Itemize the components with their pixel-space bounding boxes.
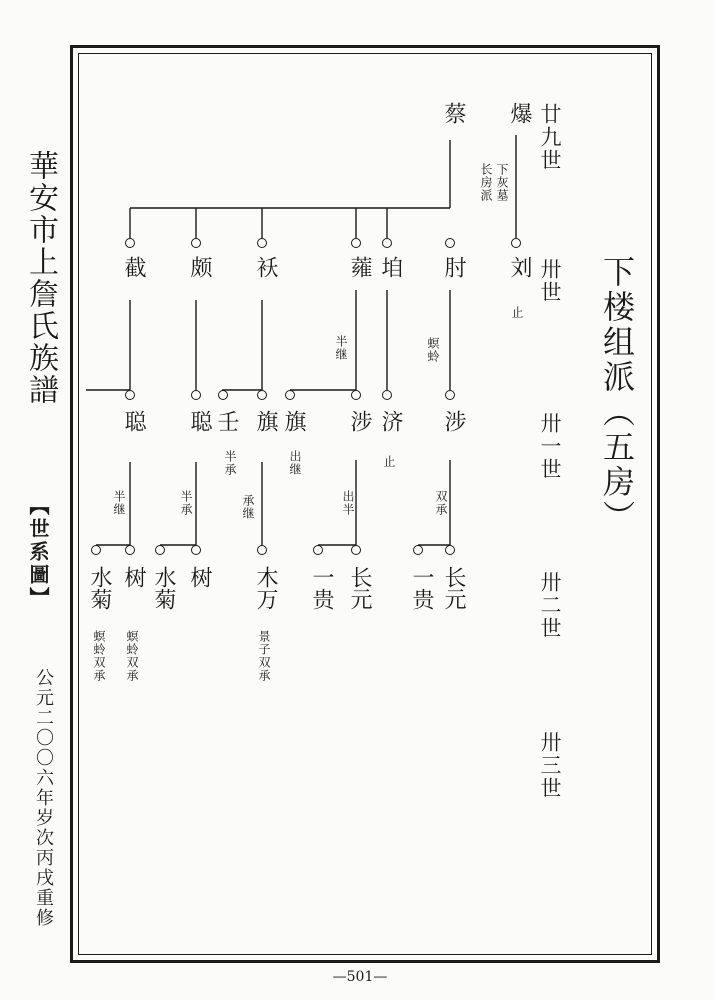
generation-label-32: 卅二世 bbox=[538, 571, 562, 640]
person-name: 长元 bbox=[441, 566, 466, 610]
section-category: 【世系圖】 bbox=[26, 495, 50, 610]
annotation-note: 螟蛉双承 bbox=[125, 630, 139, 682]
person-name: 水菊 bbox=[151, 566, 176, 610]
person-name: 刘 bbox=[507, 256, 532, 278]
branch-note: 长房派 bbox=[479, 163, 493, 202]
person-name: 涉 bbox=[347, 410, 372, 432]
person-name: 树 bbox=[121, 566, 146, 588]
generation-label-31: 卅一世 bbox=[538, 412, 562, 481]
branch-title: 下楼组派（五房） bbox=[598, 255, 636, 535]
node-marker bbox=[313, 545, 323, 555]
node-marker bbox=[351, 390, 361, 400]
person-name: 长元 bbox=[347, 566, 372, 610]
person-name: 水菊 bbox=[87, 566, 112, 610]
person-name: 一贵 bbox=[309, 566, 334, 610]
person-name: 壬 bbox=[214, 410, 239, 432]
node-marker bbox=[445, 545, 455, 555]
node-marker bbox=[351, 545, 361, 555]
person-name: 颇 bbox=[187, 256, 212, 278]
person-name: 济 bbox=[378, 410, 403, 432]
person-name: 旗 bbox=[281, 410, 306, 432]
node-marker bbox=[257, 545, 267, 555]
node-marker bbox=[445, 390, 455, 400]
node-marker bbox=[413, 545, 423, 555]
annotation-note: 止 bbox=[510, 306, 524, 319]
person-name: 聪 bbox=[121, 410, 146, 432]
person-name: 袄 bbox=[253, 256, 278, 278]
annotation-note: 螟蛉双承 bbox=[92, 630, 106, 682]
node-marker bbox=[125, 238, 135, 248]
node-marker bbox=[91, 545, 101, 555]
annotation-note: 出继 bbox=[288, 450, 302, 476]
generation-label-33: 卅三世 bbox=[538, 731, 562, 800]
person-name: 涉 bbox=[441, 410, 466, 432]
node-marker bbox=[191, 390, 201, 400]
annotation-note: 螟蛉 bbox=[426, 337, 440, 363]
node-marker bbox=[382, 390, 392, 400]
annotation-note: 半继 bbox=[112, 490, 126, 516]
person-name: 截 bbox=[121, 256, 146, 278]
node-marker bbox=[445, 238, 455, 248]
node-marker bbox=[285, 390, 295, 400]
annotation-note: 止 bbox=[382, 455, 396, 468]
node-marker bbox=[257, 238, 267, 248]
person-name: 旗 bbox=[253, 410, 278, 432]
annotation-note: 双承 bbox=[434, 490, 448, 516]
node-marker bbox=[191, 238, 201, 248]
person-name: 蕹 bbox=[347, 256, 372, 278]
person-name: 蔡 bbox=[441, 102, 466, 124]
person-name: 肘 bbox=[441, 256, 466, 278]
genealogy-book-title: 華安市上詹氏族譜 bbox=[23, 150, 58, 406]
node-marker bbox=[218, 390, 228, 400]
node-marker bbox=[257, 390, 267, 400]
person-name: 垍 bbox=[378, 256, 403, 278]
generation-label-29: 廿九世 bbox=[538, 103, 562, 172]
node-marker bbox=[511, 238, 521, 248]
branch-note: 下灰墓 bbox=[495, 163, 509, 202]
node-marker bbox=[382, 238, 392, 248]
revision-date: 公元二〇〇六年岁次丙戌重修 bbox=[33, 668, 54, 928]
person-name: 聪 bbox=[187, 410, 212, 432]
node-marker bbox=[155, 545, 165, 555]
person-name: 树 bbox=[187, 566, 212, 588]
node-marker bbox=[351, 238, 361, 248]
annotation-note: 半承 bbox=[223, 450, 237, 476]
person-name: 爆 bbox=[507, 102, 532, 124]
generation-label-30: 卅世 bbox=[538, 258, 562, 304]
annotation-note: 半继 bbox=[334, 335, 348, 361]
node-marker bbox=[191, 545, 201, 555]
annotation-note: 景子双承 bbox=[257, 630, 271, 682]
page-number: —501— bbox=[332, 969, 388, 985]
annotation-note: 承继 bbox=[241, 494, 255, 520]
node-marker bbox=[125, 390, 135, 400]
person-name: 木万 bbox=[253, 566, 278, 610]
node-marker bbox=[125, 545, 135, 555]
annotation-note: 出半 bbox=[341, 490, 355, 516]
person-name: 一贵 bbox=[409, 566, 434, 610]
annotation-note: 半承 bbox=[179, 490, 193, 516]
